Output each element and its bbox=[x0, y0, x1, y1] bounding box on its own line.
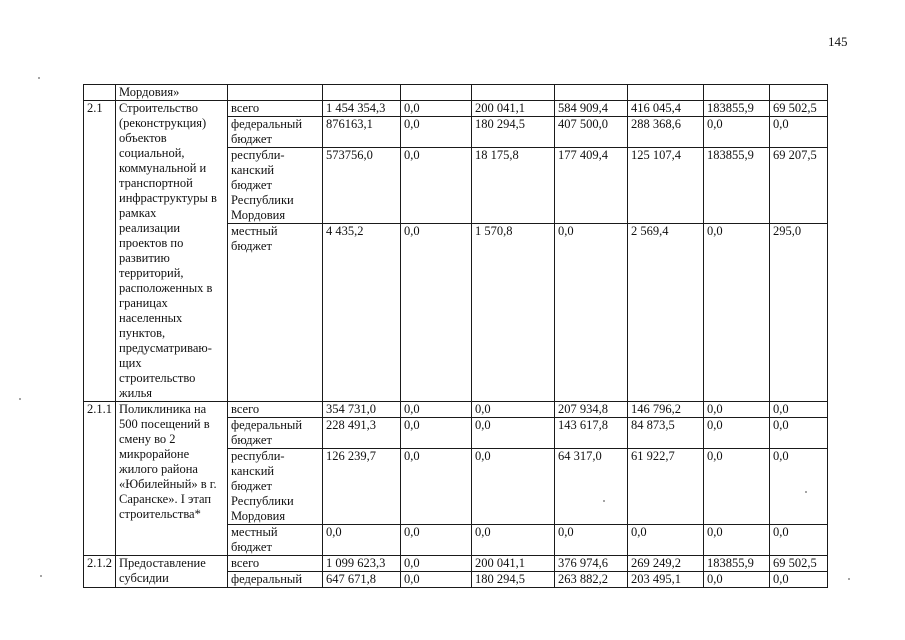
table-cell bbox=[228, 85, 323, 101]
table-cell: 0,0 bbox=[628, 525, 704, 556]
table-row bbox=[84, 101, 828, 117]
table-cell: 0,0 bbox=[770, 449, 828, 525]
table-cell: 0,0 bbox=[401, 402, 472, 418]
table-cell: 2.1 bbox=[84, 101, 116, 402]
table-cell: 2.1.1 bbox=[84, 402, 116, 556]
table-cell: 200 041,1 bbox=[472, 101, 555, 117]
table-cell: всего bbox=[228, 556, 323, 572]
table-row bbox=[84, 85, 828, 101]
table-cell: 0,0 bbox=[704, 449, 770, 525]
table-cell: 263 882,2 bbox=[555, 572, 628, 588]
table-cell: 69 502,5 bbox=[770, 101, 828, 117]
table-cell: 407 500,0 bbox=[555, 117, 628, 148]
table-cell: 0,0 bbox=[472, 449, 555, 525]
table-cell: 584 909,4 bbox=[555, 101, 628, 117]
table-cell: 183855,9 bbox=[704, 148, 770, 224]
table-cell: 0,0 bbox=[704, 224, 770, 402]
table-cell: 0,0 bbox=[704, 418, 770, 449]
table-cell: 1 570,8 bbox=[472, 224, 555, 402]
table-cell: 69 207,5 bbox=[770, 148, 828, 224]
table-cell: 647 671,8 bbox=[323, 572, 401, 588]
table-cell: 18 175,8 bbox=[472, 148, 555, 224]
table-cell: 0,0 bbox=[401, 572, 472, 588]
table-cell: 200 041,1 bbox=[472, 556, 555, 572]
table-cell: 269 249,2 bbox=[628, 556, 704, 572]
table-cell: федеральный бюджет bbox=[228, 418, 323, 449]
scan-speck bbox=[19, 398, 21, 400]
table-cell: Предоставление субсидии bbox=[116, 556, 228, 588]
table-cell: 0,0 bbox=[770, 418, 828, 449]
table-cell: 416 045,4 bbox=[628, 101, 704, 117]
table-cell: 0,0 bbox=[472, 402, 555, 418]
table-cell bbox=[704, 85, 770, 101]
table-cell: 2.1.2 bbox=[84, 556, 116, 588]
table-cell: 61 922,7 bbox=[628, 449, 704, 525]
table-cell: 0,0 bbox=[770, 117, 828, 148]
table-cell: 2 569,4 bbox=[628, 224, 704, 402]
table-cell: 0,0 bbox=[401, 449, 472, 525]
table-cell: 183855,9 bbox=[704, 556, 770, 572]
scan-speck bbox=[848, 578, 850, 580]
table-cell: республи- канский бюджет Республики Мордовия bbox=[228, 148, 323, 224]
scan-speck bbox=[805, 491, 807, 493]
table-cell: 180 294,5 bbox=[472, 572, 555, 588]
table-cell: 0,0 bbox=[704, 402, 770, 418]
table-cell: 0,0 bbox=[472, 418, 555, 449]
table-cell: 295,0 bbox=[770, 224, 828, 402]
table-cell: 0,0 bbox=[401, 525, 472, 556]
table-cell: федеральный bbox=[228, 572, 323, 588]
table-cell bbox=[770, 85, 828, 101]
table-cell: 376 974,6 bbox=[555, 556, 628, 572]
table-cell: 0,0 bbox=[472, 525, 555, 556]
table-cell: 143 617,8 bbox=[555, 418, 628, 449]
budget-table-body bbox=[84, 85, 828, 588]
table-cell: 64 317,0 bbox=[555, 449, 628, 525]
table-cell: 573756,0 bbox=[323, 148, 401, 224]
budget-table bbox=[83, 84, 828, 588]
table-cell bbox=[472, 85, 555, 101]
table-cell: 69 502,5 bbox=[770, 556, 828, 572]
table-cell: федеральный бюджет bbox=[228, 117, 323, 148]
table-cell bbox=[628, 85, 704, 101]
table-cell: 177 409,4 bbox=[555, 148, 628, 224]
table-cell: Строительство (реконструкция) объектов социальной, коммунальной и транспортной инфраструктуры в рамках реализации проектов по развитию территорий, расположенных в границах населенных пунктов, предусматриваю- щих строительство жилья bbox=[116, 101, 228, 402]
page-number: 145 bbox=[828, 34, 848, 49]
table-cell: 125 107,4 bbox=[628, 148, 704, 224]
table-cell: всего bbox=[228, 101, 323, 117]
table-cell: 0,0 bbox=[704, 572, 770, 588]
table-cell: 0,0 bbox=[704, 117, 770, 148]
table-row bbox=[84, 556, 828, 572]
table-cell: 0,0 bbox=[555, 525, 628, 556]
table-cell: 354 731,0 bbox=[323, 402, 401, 418]
table-cell: 203 495,1 bbox=[628, 572, 704, 588]
table-cell: 0,0 bbox=[323, 525, 401, 556]
table-cell: 0,0 bbox=[770, 525, 828, 556]
table-cell: 1 454 354,3 bbox=[323, 101, 401, 117]
table-cell: Поликлиника на 500 посещений в смену во 2 микрорайоне жилого района «Юбилейный» в г. Саранске». I этап строительства* bbox=[116, 402, 228, 556]
table-cell: республи- канский бюджет Республики Мордовия bbox=[228, 449, 323, 525]
table-row bbox=[84, 402, 828, 418]
table-cell: 0,0 bbox=[770, 572, 828, 588]
table-cell: 126 239,7 bbox=[323, 449, 401, 525]
table-cell: Мордовия» bbox=[116, 85, 228, 101]
table-cell: 876163,1 bbox=[323, 117, 401, 148]
table-cell: 0,0 bbox=[401, 224, 472, 402]
table-cell: местный бюджет bbox=[228, 224, 323, 402]
table-cell: 146 796,2 bbox=[628, 402, 704, 418]
table-cell: 180 294,5 bbox=[472, 117, 555, 148]
table-cell: местный бюджет bbox=[228, 525, 323, 556]
table-cell bbox=[84, 85, 116, 101]
table-cell: 0,0 bbox=[555, 224, 628, 402]
scan-speck bbox=[603, 500, 605, 502]
table-cell: всего bbox=[228, 402, 323, 418]
table-cell: 0,0 bbox=[401, 556, 472, 572]
table-cell bbox=[555, 85, 628, 101]
table-cell: 0,0 bbox=[770, 402, 828, 418]
table-cell: 0,0 bbox=[401, 148, 472, 224]
table-cell: 183855,9 bbox=[704, 101, 770, 117]
table-cell: 288 368,6 bbox=[628, 117, 704, 148]
table-cell: 0,0 bbox=[401, 418, 472, 449]
table-cell: 0,0 bbox=[704, 525, 770, 556]
scan-speck bbox=[40, 575, 42, 577]
table-cell: 0,0 bbox=[401, 117, 472, 148]
table-cell: 207 934,8 bbox=[555, 402, 628, 418]
table-cell bbox=[323, 85, 401, 101]
table-cell bbox=[401, 85, 472, 101]
table-cell: 228 491,3 bbox=[323, 418, 401, 449]
table-cell: 4 435,2 bbox=[323, 224, 401, 402]
scan-speck bbox=[38, 77, 40, 79]
table-cell: 1 099 623,3 bbox=[323, 556, 401, 572]
table-cell: 84 873,5 bbox=[628, 418, 704, 449]
table-cell: 0,0 bbox=[401, 101, 472, 117]
